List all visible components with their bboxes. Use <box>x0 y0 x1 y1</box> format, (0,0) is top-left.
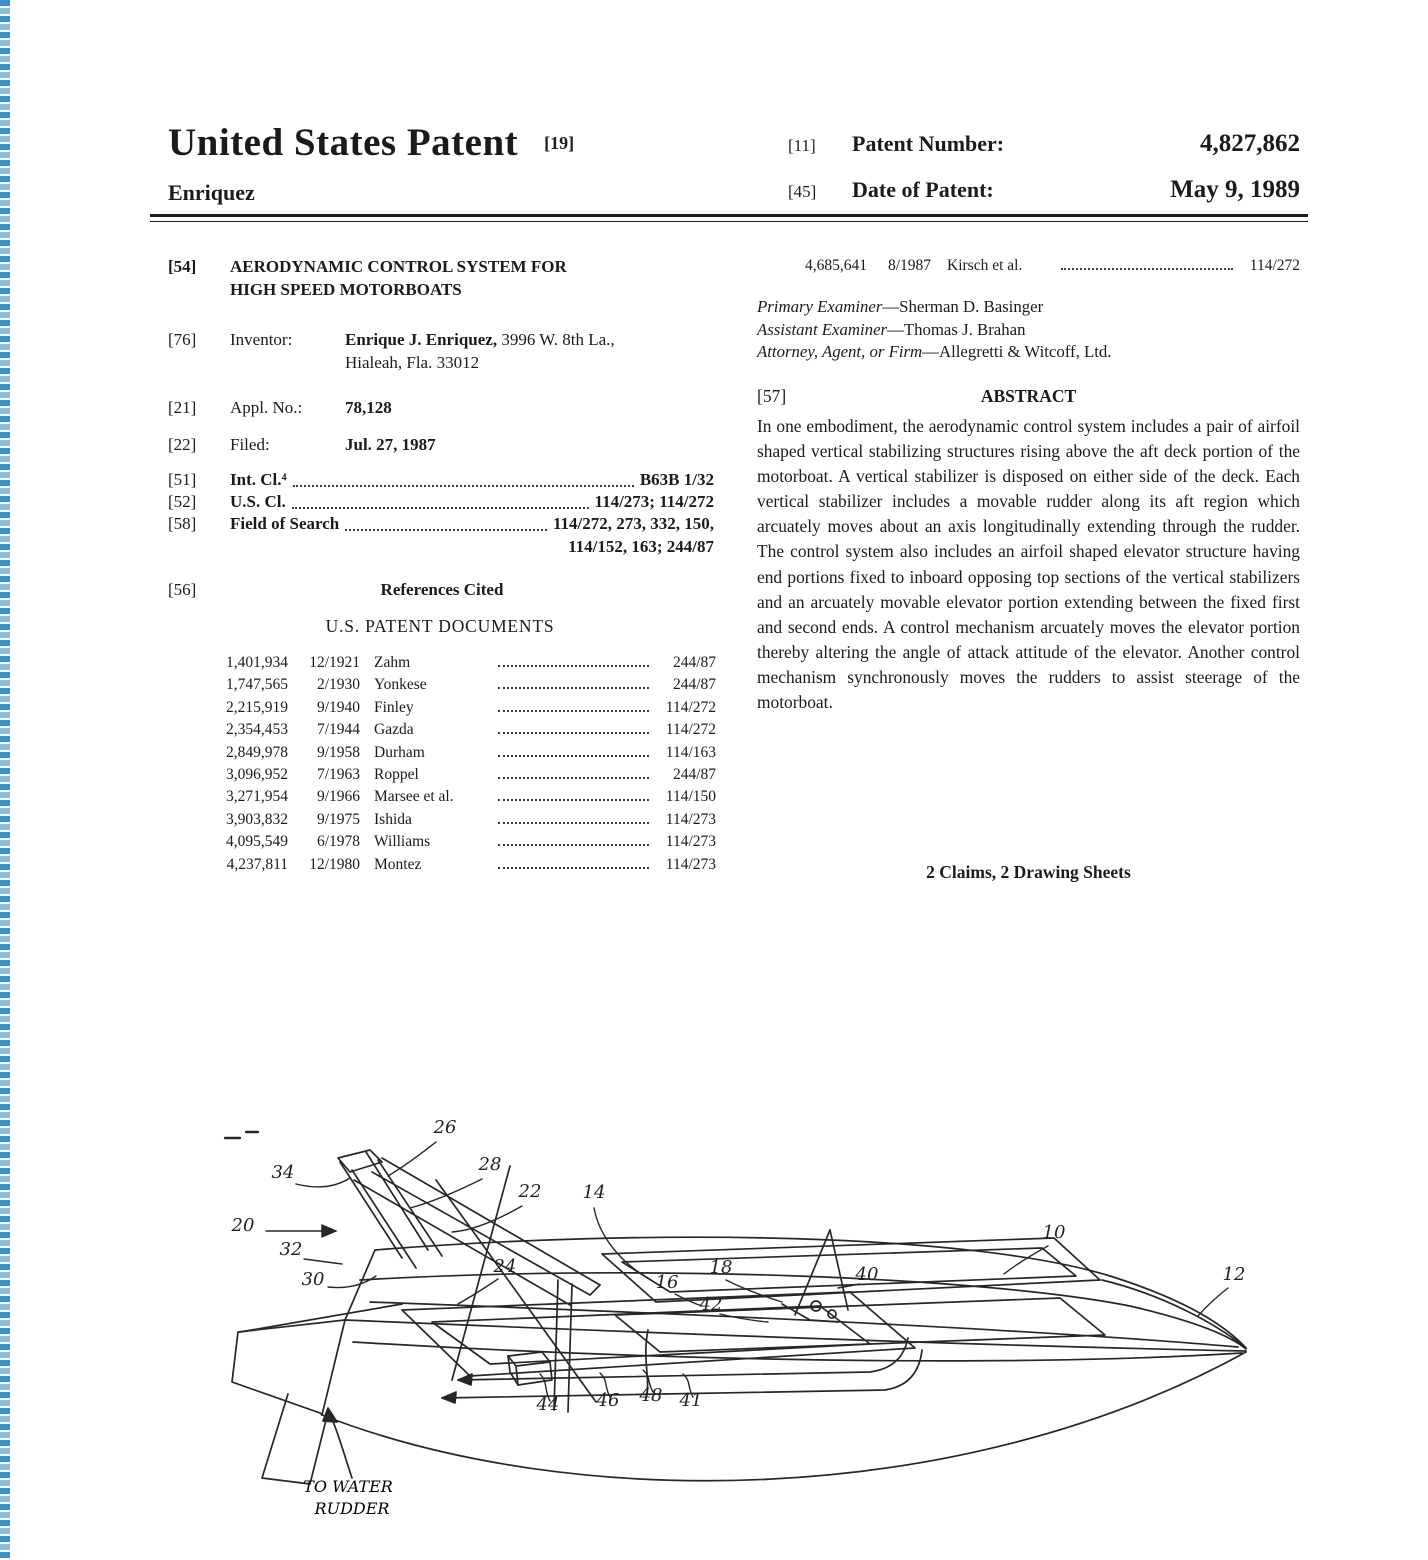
inventor-value <box>345 328 615 374</box>
code-45: [45] <box>788 182 817 201</box>
patent-number-row <box>788 130 1300 158</box>
figure-callout-26: 26 <box>433 1117 457 1138</box>
patent-number-value: 4,827,862 <box>1200 130 1300 157</box>
field-invention-title <box>168 255 714 301</box>
ref-date: 9/1958 <box>316 743 360 761</box>
figure-callout-32: 32 <box>279 1239 303 1260</box>
intcl-label: Int. Cl.⁴ <box>230 470 287 489</box>
ref-name: Gazda <box>374 721 414 739</box>
patent-number-label: Patent Number: <box>852 131 1005 156</box>
invention-title-line2: HIGH SPEED MOTORBOATS <box>230 280 462 299</box>
ref-class: 114/273 <box>665 833 716 851</box>
field-filed-date <box>168 433 714 456</box>
callout-leader-lines <box>266 1142 1228 1401</box>
code-51: [51] <box>168 470 197 489</box>
figure-callout-42: 42 <box>699 1294 723 1315</box>
code-76: [76] <box>168 330 197 349</box>
attorney-line <box>757 341 1300 364</box>
ref-class: 114/273 <box>665 810 716 828</box>
figure-callout-18: 18 <box>709 1257 733 1278</box>
uscl-value: 114/273; 114/272 <box>594 492 714 511</box>
document-title: United States Patent <box>168 121 519 164</box>
appl-value: 78,128 <box>345 398 392 417</box>
ref-date: 9/1975 <box>316 810 360 828</box>
figure-callout-16: 16 <box>655 1272 679 1293</box>
filed-label: Filed: <box>230 435 270 454</box>
ref-date: 7/1963 <box>316 766 360 784</box>
ref-class: 114/272 <box>665 721 716 739</box>
reference-row <box>196 742 716 764</box>
figure-callout-46: 46 <box>596 1390 620 1411</box>
ref-class: 114/273 <box>665 855 716 873</box>
figure-callout-40: 40 <box>855 1264 879 1285</box>
to-water-label: TO WATER <box>303 1477 393 1496</box>
dot-leader <box>498 686 649 689</box>
dot-leader <box>292 507 589 509</box>
reference-row <box>196 697 716 719</box>
ref-name: Marsee et al. <box>374 788 454 806</box>
rudder-label: RUDDER <box>314 1499 390 1518</box>
ref-name: Durham <box>374 743 425 761</box>
reference-row-continued <box>757 255 1300 277</box>
ref-number: 4,095,549 <box>226 833 288 851</box>
patent-figure <box>170 1080 1310 1555</box>
abstract-heading: ABSTRACT <box>980 386 1077 406</box>
ref-name: Roppel <box>374 766 419 784</box>
dot-leader <box>498 664 649 667</box>
ref-class: 114/272 <box>665 698 716 716</box>
figure-callout-22: 22 <box>518 1181 542 1202</box>
ref-name: Ishida <box>374 810 412 828</box>
dot-leader <box>498 843 649 846</box>
ref-number: 3,903,832 <box>226 810 288 828</box>
ref-name: Zahm <box>374 654 411 671</box>
invention-title-line1: AERODYNAMIC CONTROL SYSTEM FOR <box>230 257 567 276</box>
field-references-cited <box>168 578 714 601</box>
ref-number: 2,215,919 <box>226 698 288 716</box>
ref-class: 114/163 <box>665 743 716 761</box>
dot-leader <box>498 709 649 712</box>
primary-examiner-value: —Sherman D. Basinger <box>882 297 1044 316</box>
ref-class: 114/272 <box>1249 257 1300 274</box>
ref-date: 12/1980 <box>309 855 360 873</box>
dot-leader <box>498 821 649 824</box>
reference-row <box>196 786 716 808</box>
attorney-value: —Allegretti & Witcoff, Ltd. <box>922 342 1112 362</box>
uscl-label: U.S. Cl. <box>230 492 286 511</box>
appl-label: Appl. No.: <box>230 398 303 417</box>
patent-date-row <box>788 176 1300 204</box>
dot-leader <box>498 866 649 869</box>
field-us-cl <box>168 490 714 513</box>
code-52: [52] <box>168 492 197 511</box>
reference-row <box>196 652 716 674</box>
code-54: [54] <box>168 257 197 276</box>
primary-examiner-line <box>757 296 1300 319</box>
ref-number: 1,747,565 <box>226 676 288 694</box>
scan-edge-strip <box>0 0 10 1560</box>
dot-leader <box>498 776 649 779</box>
header-divider-rule <box>150 214 1308 222</box>
reference-row <box>196 674 716 696</box>
abstract-text: In one embodiment, the aerodynamic control system includes a pair of airfoil shaped vertical stabilizing structures rising above the aft deck portion of the motorboat. A vertical stabilizer is disposed on either side of the deck. Each vertical stabilizer includes a movable rudder along its aft region which arcuately moves about an axis longitudinally extending through the rudder. The control system also includes an airfoil shaped elevator structure having end portions fixed to inboard opposing top sections of the vertical stabilizers and an arcuately movable elevator portion extending between the fixed first and second ends. A control mechanism arcuately moves the elevator portion thereby altering the angle of attack attitude of the elevator. Another control mechanism synchronously moves the rudders to assist steerage of the motorboat. <box>757 416 1300 713</box>
boat-line-art <box>225 1132 1246 1484</box>
ref-number: 2,354,453 <box>226 721 288 739</box>
dot-leader <box>1061 267 1233 270</box>
dot-leader <box>293 485 634 487</box>
dot-leader <box>345 529 547 531</box>
ref-class: 244/87 <box>672 654 716 671</box>
attorney-label: Attorney, Agent, or Firm <box>757 342 923 362</box>
field-application-number <box>168 396 714 419</box>
inventor-surname: Enriquez <box>168 180 255 205</box>
ref-class: 114/150 <box>665 788 716 806</box>
ref-class: 244/87 <box>672 766 716 784</box>
ref-date: 6/1978 <box>316 833 360 851</box>
ref-date: 8/1987 <box>887 257 931 274</box>
us-patent-documents-heading: U.S. PATENT DOCUMENTS <box>325 616 555 636</box>
code-57: [57] <box>757 386 787 406</box>
intcl-value: B63B 1/32 <box>639 470 714 489</box>
code-56: [56] <box>168 580 197 599</box>
figure-callout-44: 44 <box>536 1394 560 1415</box>
figure-callout-10: 10 <box>1042 1222 1066 1243</box>
dot-leader <box>498 798 649 801</box>
patent-date-label: Date of Patent: <box>852 177 994 202</box>
inventor-label: Inventor: <box>230 330 293 349</box>
ref-name: Williams <box>374 833 431 851</box>
kind-code-19: [19] <box>544 133 575 153</box>
ref-number: 2,849,978 <box>226 743 288 761</box>
search-value-2: 114/152, 163; 244/87 <box>568 537 714 556</box>
figure-callout-30: 30 <box>301 1269 325 1290</box>
ref-name: Yonkese <box>374 676 427 694</box>
figure-callout-28: 28 <box>478 1154 502 1175</box>
assistant-examiner-value: —Thomas J. Brahan <box>887 319 1026 339</box>
water-rudder-annotation <box>303 1477 393 1518</box>
abstract-heading-row <box>757 386 1300 407</box>
figure-callout-34: 34 <box>271 1162 295 1183</box>
figure-callout-12: 12 <box>1222 1264 1246 1285</box>
field-search <box>168 512 714 558</box>
ref-number: 4,685,641 <box>805 257 867 274</box>
search-label: Field of Search <box>230 514 340 533</box>
reference-row <box>196 719 716 741</box>
ref-date: 9/1966 <box>316 788 360 806</box>
claims-note: 2 Claims, 2 Drawing Sheets <box>926 862 1131 882</box>
ref-number: 4,237,811 <box>226 855 288 873</box>
figure-callout-48: 48 <box>639 1385 663 1406</box>
code-22: [22] <box>168 435 197 454</box>
motorboat-line-drawing <box>170 1080 1310 1555</box>
ref-date: 9/1940 <box>316 698 360 716</box>
ref-date: 12/1921 <box>309 654 360 671</box>
ref-class: 244/87 <box>672 676 716 694</box>
us-patent-documents-list <box>196 652 716 876</box>
references-heading: References Cited <box>380 580 504 599</box>
ref-number: 3,096,952 <box>226 766 288 784</box>
ref-name: Montez <box>374 855 422 873</box>
reference-row <box>196 764 716 786</box>
ref-date: 2/1930 <box>316 676 360 694</box>
ref-number: 1,401,934 <box>226 654 288 671</box>
assistant-examiner-label: Assistant Examiner <box>757 319 888 339</box>
inventor-address-1: 3996 W. 8th La., <box>501 330 615 349</box>
ref-name: Finley <box>374 698 414 716</box>
dot-leader <box>498 731 649 734</box>
dot-leader <box>498 754 649 757</box>
figure-callout-14: 14 <box>582 1182 606 1203</box>
reference-row <box>196 809 716 831</box>
figure-callout-24: 24 <box>493 1256 517 1277</box>
code-21: [21] <box>168 398 197 417</box>
ref-number: 3,271,954 <box>226 788 288 806</box>
ref-name: Kirsch et al. <box>947 257 1023 274</box>
assistant-examiner-line <box>757 319 1300 342</box>
document-title-row <box>168 120 574 165</box>
ref-date: 7/1944 <box>316 721 360 739</box>
examiner-block <box>757 296 1300 364</box>
search-value-1: 114/272, 273, 332, 150, <box>552 514 714 533</box>
reference-row <box>196 831 716 853</box>
inventor-name: Enrique J. Enriquez, <box>345 330 498 349</box>
inventor-address-2: Hialeah, Fla. 33012 <box>345 353 480 372</box>
reference-row <box>196 854 716 876</box>
code-58: [58] <box>168 514 197 533</box>
field-inventor <box>168 328 714 374</box>
code-11: [11] <box>788 136 816 155</box>
primary-examiner-label: Primary Examiner <box>757 297 883 316</box>
filed-value: Jul. 27, 1987 <box>345 435 436 454</box>
field-int-cl <box>168 468 714 491</box>
figure-callout-20: 20 <box>231 1215 255 1236</box>
figure-callout-41: 41 <box>679 1390 703 1411</box>
patent-date-value: May 9, 1989 <box>1170 176 1300 203</box>
